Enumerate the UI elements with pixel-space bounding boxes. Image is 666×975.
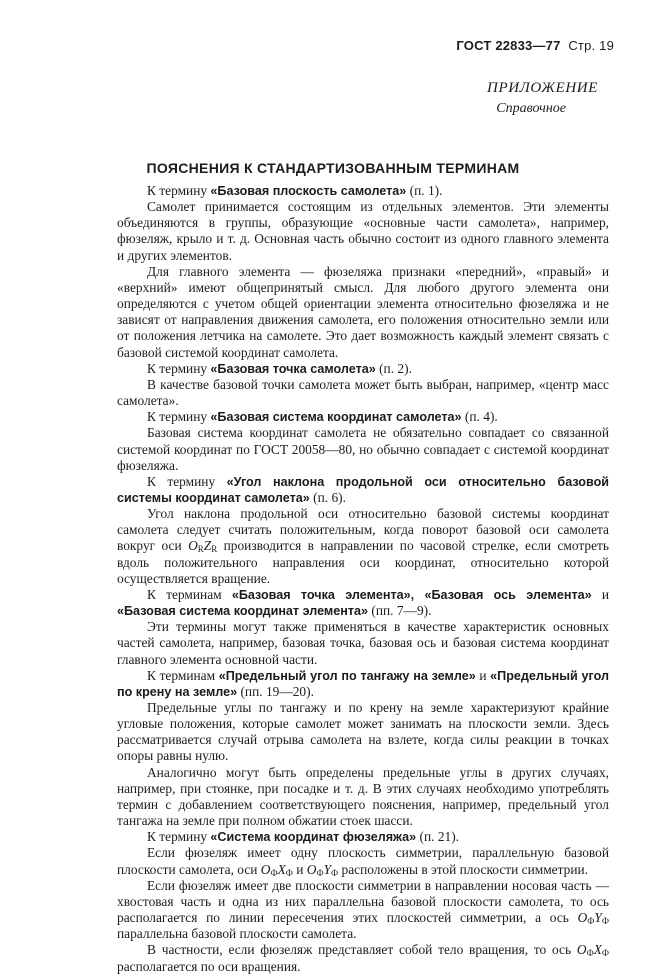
paragraph: К термину «Базовая плоскость самолета» (п. 1). bbox=[147, 183, 443, 198]
paragraph: К термину «Угол наклона продольной оси относительно базовой системы координат самолета» (п. 6). bbox=[117, 473, 610, 505]
paragraph: Базовая система координат самолета не обязательно совпадает со связанной системой координат по ГОСТ 20058—80, но обычно совпадает с системой координат фюзеляжа. bbox=[117, 425, 609, 473]
paragraph: Предельные углы по тангажу и по крену на земле характеризуют крайние угловые положения, которые самолет может занимать на плоскости земли. Здесь рассматривается случай отрыва самолета на взлете, когда силы реакции в точках опоры равны нулю. bbox=[117, 700, 609, 764]
paragraph: К термину «Базовая система координат самолета» (п. 4). bbox=[147, 409, 498, 425]
paragraph: К термину «Система координат фюзеляжа» (п. 21). bbox=[147, 829, 460, 845]
paragraph: В качестве базовой точки самолета может быть выбран, например, «центр масс самолета». bbox=[117, 376, 609, 409]
paragraph: Эти термины могут также применяться в качестве характеристик основных частей самолета, например, базовая точка, базовая ось и базовая система координат главного элемента основной части. bbox=[117, 619, 609, 667]
paragraph: К терминам «Предельный угол по тангажу на земле» и «Предельный угол по крену на земле» (пп. 19—20). bbox=[117, 667, 610, 699]
page-number: Стр. 19 bbox=[568, 38, 614, 53]
appendix-label: ПРИЛОЖЕНИЕ bbox=[487, 80, 598, 96]
paragraph: Если фюзеляж имеет две плоскости симметрии в направлении носовая часть — хвостовая часть и одна из них параллельна базовой плоскости самолета, то ось располагается по линии пересечения этих плоскостей симметрии, а ось $O_ФY_Ф$ параллельна базовой плоскости самолета. bbox=[117, 877, 609, 942]
standard-number: ГОСТ 22833—77 bbox=[456, 38, 561, 53]
paragraph: К терминам «Базовая точка элемента», «Базовая ось элемента» и «Базовая система координат элемента» (пп. 7—9). bbox=[117, 586, 610, 619]
section-title: ПОЯСНЕНИЯ К СТАНДАРТИЗОВАННЫМ ТЕРМИНАМ bbox=[146, 160, 520, 176]
page-header bbox=[456, 38, 614, 53]
appendix-type: Справочное bbox=[496, 101, 566, 116]
paragraph: Если фюзеляж имеет одну плоскость симметрии, параллельную базовой плоскости самолета, оси $O_ФX_Ф$ и $O_ФY_Ф$ расположены в этой плоскости симметрии. bbox=[117, 845, 609, 878]
paragraph: К термину «Базовая точка самолета» (п. 2). bbox=[147, 360, 412, 376]
body-text bbox=[117, 183, 609, 975]
paragraph: Угол наклона продольной оси относительно базовой системы координат самолета следует считать положительным, когда поворот базовой оси самолета вокруг оси $O_RZ_R$ производится в направлении по часовой стрелке, если смотреть вдоль положительного направления оси координат, относительно которой осуществляется вращение. bbox=[117, 506, 609, 586]
paragraph: Аналогично могут быть определены предельные углы в других случаях, например, при стоянке, при посадке и т. д. В этих случаях необходимо употреблять термин с добавлением соответствующего пояснения, например, предельный угол тангажа на земле при полном обжатии стоек шасси. bbox=[117, 764, 609, 829]
paragraph: Для главного элемента — фюзеляжа признаки «передний», «правый» и «верхний» имеют общепринятый смысл. Для любого другого элемента они определяются с учетом общей ориентации элемента относительно фюзеляжа и не зависят от направления движения самолета, его положения относительно земли или от положения летчика на самолете. Это дает возможность каждый элемент связать с базовой системой координат самолета. bbox=[117, 263, 609, 360]
paragraph: В частности, если фюзеляж представляет собой тело вращения, то ось $O_ФX_Ф$ располагается по оси вращения. bbox=[117, 942, 609, 974]
paragraph: Самолет принимается состоящим из отдельных элементов. Эти элементы объединяются в группы, образующие «основные части самолета», например, фюзеляж, крыло и т. д. Основная часть обычно состоит из одного главного элемента и других элементов. bbox=[117, 199, 609, 263]
